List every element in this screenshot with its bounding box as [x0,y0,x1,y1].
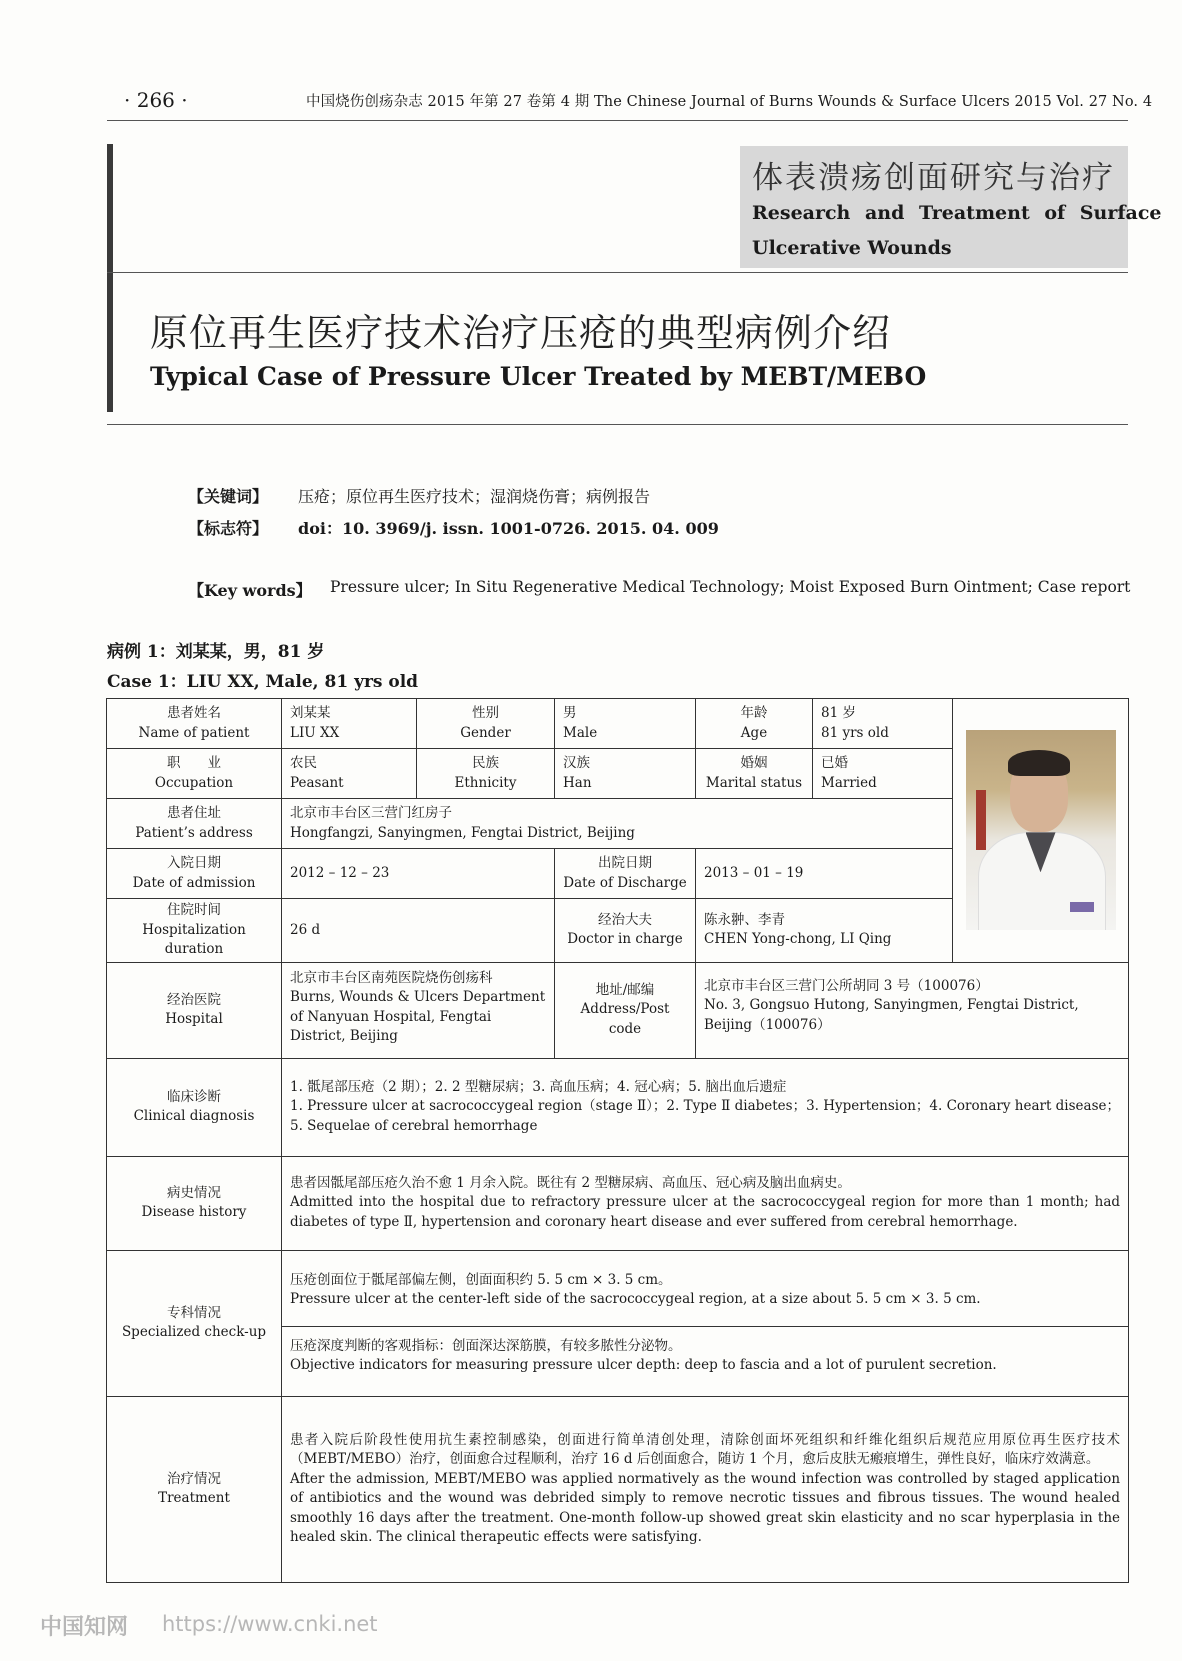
ethnicity-value-cell: 汉族 Han [555,749,696,799]
journal-running-head: 中国烧伤创疡杂志 2015 年第 27 卷第 4 期 The Chinese Journal of Burns Wounds & Surface Ulcers 2015 Vol. 27 No. 4 [306,94,1153,110]
discharge-value-cell: 2013 – 01 – 19 [696,849,953,899]
doctor-value-cell: 陈永翀、李青 CHEN Yong-chong, LI Qing [696,899,953,963]
admission-value-cell: 2012 – 12 – 23 [282,849,555,899]
postal-label-cell: 地址/邮编 Address/Post code [555,962,696,1058]
admission-label-cell: 入院日期 Date of admission [107,849,282,899]
article-title-en: Typical Case of Pressure Ulcer Treated by MEBT/MEBO [150,362,927,391]
address-value-cell: 北京市丰台区三营门红房子 Hongfangzi, Sanyingmen, Fengtai District, Beijing [282,799,953,849]
occupation-label-cell: 职 业 Occupation [107,749,282,799]
page-number: · 266 · [124,88,188,112]
treatment-label-cell: 治疗情况 Treatment [107,1396,282,1582]
hospital-label-cell: 经治医院 Hospital [107,962,282,1058]
marital-label-cell: 婚姻 Marital status [696,749,813,799]
left-bar-top [107,144,113,272]
doi-label: 【标志符】 [188,519,269,538]
gender-value-cell: 男 Male [555,699,696,749]
table-row [107,1396,1129,1582]
address-label-cell: 患者住址 Patient’s address [107,799,282,849]
keywords-cn-label: 【关键词】 [188,487,269,506]
occupation-value-cell: 农民 Peasant [282,749,417,799]
history-label-cell: 病史情况 Disease history [107,1156,282,1250]
table-row [107,1156,1129,1250]
marital-value-cell: 已婚 Married [813,749,953,799]
duration-label-cell: 住院时间 Hospitalization duration [107,899,282,963]
patient-photo [966,730,1116,930]
case-heading-en: Case 1：LIU XX, Male, 81 yrs old [107,672,419,692]
duration-value-cell: 26 d [282,899,555,963]
checkup-part-1: 压疮创面位于骶尾部偏左侧，创面面积约 5. 5 cm × 3. 5 cm。 Pressure ulcer at the center-left side of the sacrococcygeal region, at a size about 5. 5 cm × 3. 5 cm. [282,1263,1128,1327]
discharge-label-cell: 出院日期 Date of Discharge [555,849,696,899]
title-rule [107,424,1128,425]
section-title-en-line2: Ulcerative Wounds [752,237,952,259]
ethnicity-label-cell: 民族 Ethnicity [417,749,555,799]
hospital-value-cell: 北京市丰台区南苑医院烧伤创疡科 Burns, Wounds & Ulcers Department of Nanyuan Hospital, Fengtai District, Beijing [282,962,555,1058]
table-row [107,1250,1129,1396]
keywords-cn-text: 压疮；原位再生医疗技术；湿润烧伤膏；病例报告 [298,487,651,506]
case-table [106,698,1129,1583]
checkup-label-cell: 专科情况 Specialized check-up [107,1250,282,1396]
name-value-cell: 刘某某 LIU XX [282,699,417,749]
left-bar-bottom [107,272,113,412]
age-value-cell: 81 岁 81 yrs old [813,699,953,749]
age-label-cell: 年龄 Age [696,699,813,749]
name-label-cell: 患者姓名 Name of patient [107,699,282,749]
section-title-en-line1: Research and Treatment of Surface [752,202,1162,224]
table-row [107,962,1129,1058]
treatment-value-cell: 患者入院后阶段性使用抗生素控制感染，创面进行简单清创处理，清除创面坏死组织和纤维化组织后规范应用原位再生医疗技术（MEBT/MEBO）治疗，创面愈合过程顺利，治疗 16 d 后创面愈合，随访 1 个月，愈后皮肤无瘢痕增生，弹性良好，临床疗效满意。 After the admission, MEBT/MEBO was applied normatively as the wound infection was controlled by staged application of antibiotics and the wound was debrided simply to remove necrotic tissues and fibrous tissues. The wound healed smoothly 16 days after the treatment. One-month follow-up showed great skin elasticity and no scar hyperplasia in the healed skin. The clinical therapeutic effects were satisfying. [282,1396,1129,1582]
gender-label-cell: 性别 Gender [417,699,555,749]
article-title-cn: 原位再生医疗技术治疗压疮的典型病例介绍 [150,311,892,355]
patient-photo-cell [953,699,1129,963]
postal-value-cell: 北京市丰台区三营门公所胡同 3 号（100076） No. 3, Gongsuo Hutong, Sanyingmen, Fengtai District, Beijing（100076） [696,962,1129,1058]
cnki-watermark-logo: 中国知网 [40,1615,129,1640]
case-heading-cn: 病例 1：刘某某，男，81 岁 [107,642,325,662]
section-rule [107,272,1128,273]
history-value-cell: 患者因骶尾部压疮久治不愈 1 月余入院。既往有 2 型糖尿病、高血压、冠心病及脑出血病史。 Admitted into the hospital due to refractory pressure ulcer at the sacrococcygeal region for more than 1 month; had diabetes of type Ⅱ, hypertension and coronary heart disease and ever suffered from cerebral hemorrhage. [282,1156,1129,1250]
checkup-part-2: 压疮深度判断的客观指标：创面深达深筋膜，有较多脓性分泌物。 Objective indicators for measuring pressure ulcer depth: deep to fascia and a lot of purulent secretion. [290,1337,997,1374]
section-title-cn: 体表溃疡创面研究与治疗 [752,160,1115,196]
keywords-en-label: 【Key words】 [188,581,312,600]
cnki-watermark-url: https://www.cnki.net [162,1612,378,1636]
diagnosis-value-cell: 1. 骶尾部压疮（2 期）；2. 2 型糖尿病；3. 高血压病；4. 冠心病；5. 脑出血后遗症 1. Pressure ulcer at sacrococcygeal region（stage Ⅱ）；2. Type Ⅱ diabetes；3. Hypertension；4. Coronary heart disease；5. Sequelae of cerebral hemorrhage [282,1058,1129,1156]
checkup-value-cell [282,1250,1129,1396]
table-row [107,1058,1129,1156]
keywords-en-text: Pressure ulcer; In Situ Regenerative Medical Technology; Moist Exposed Burn Ointment; Case report [330,578,1131,596]
diagnosis-label-cell: 临床诊断 Clinical diagnosis [107,1058,282,1156]
header-rule [107,120,1128,121]
doi-text: doi：10. 3969/j. issn. 1001-0726. 2015. 04. 009 [298,519,719,538]
table-row [107,699,1129,749]
doctor-label-cell: 经治大夫 Doctor in charge [555,899,696,963]
